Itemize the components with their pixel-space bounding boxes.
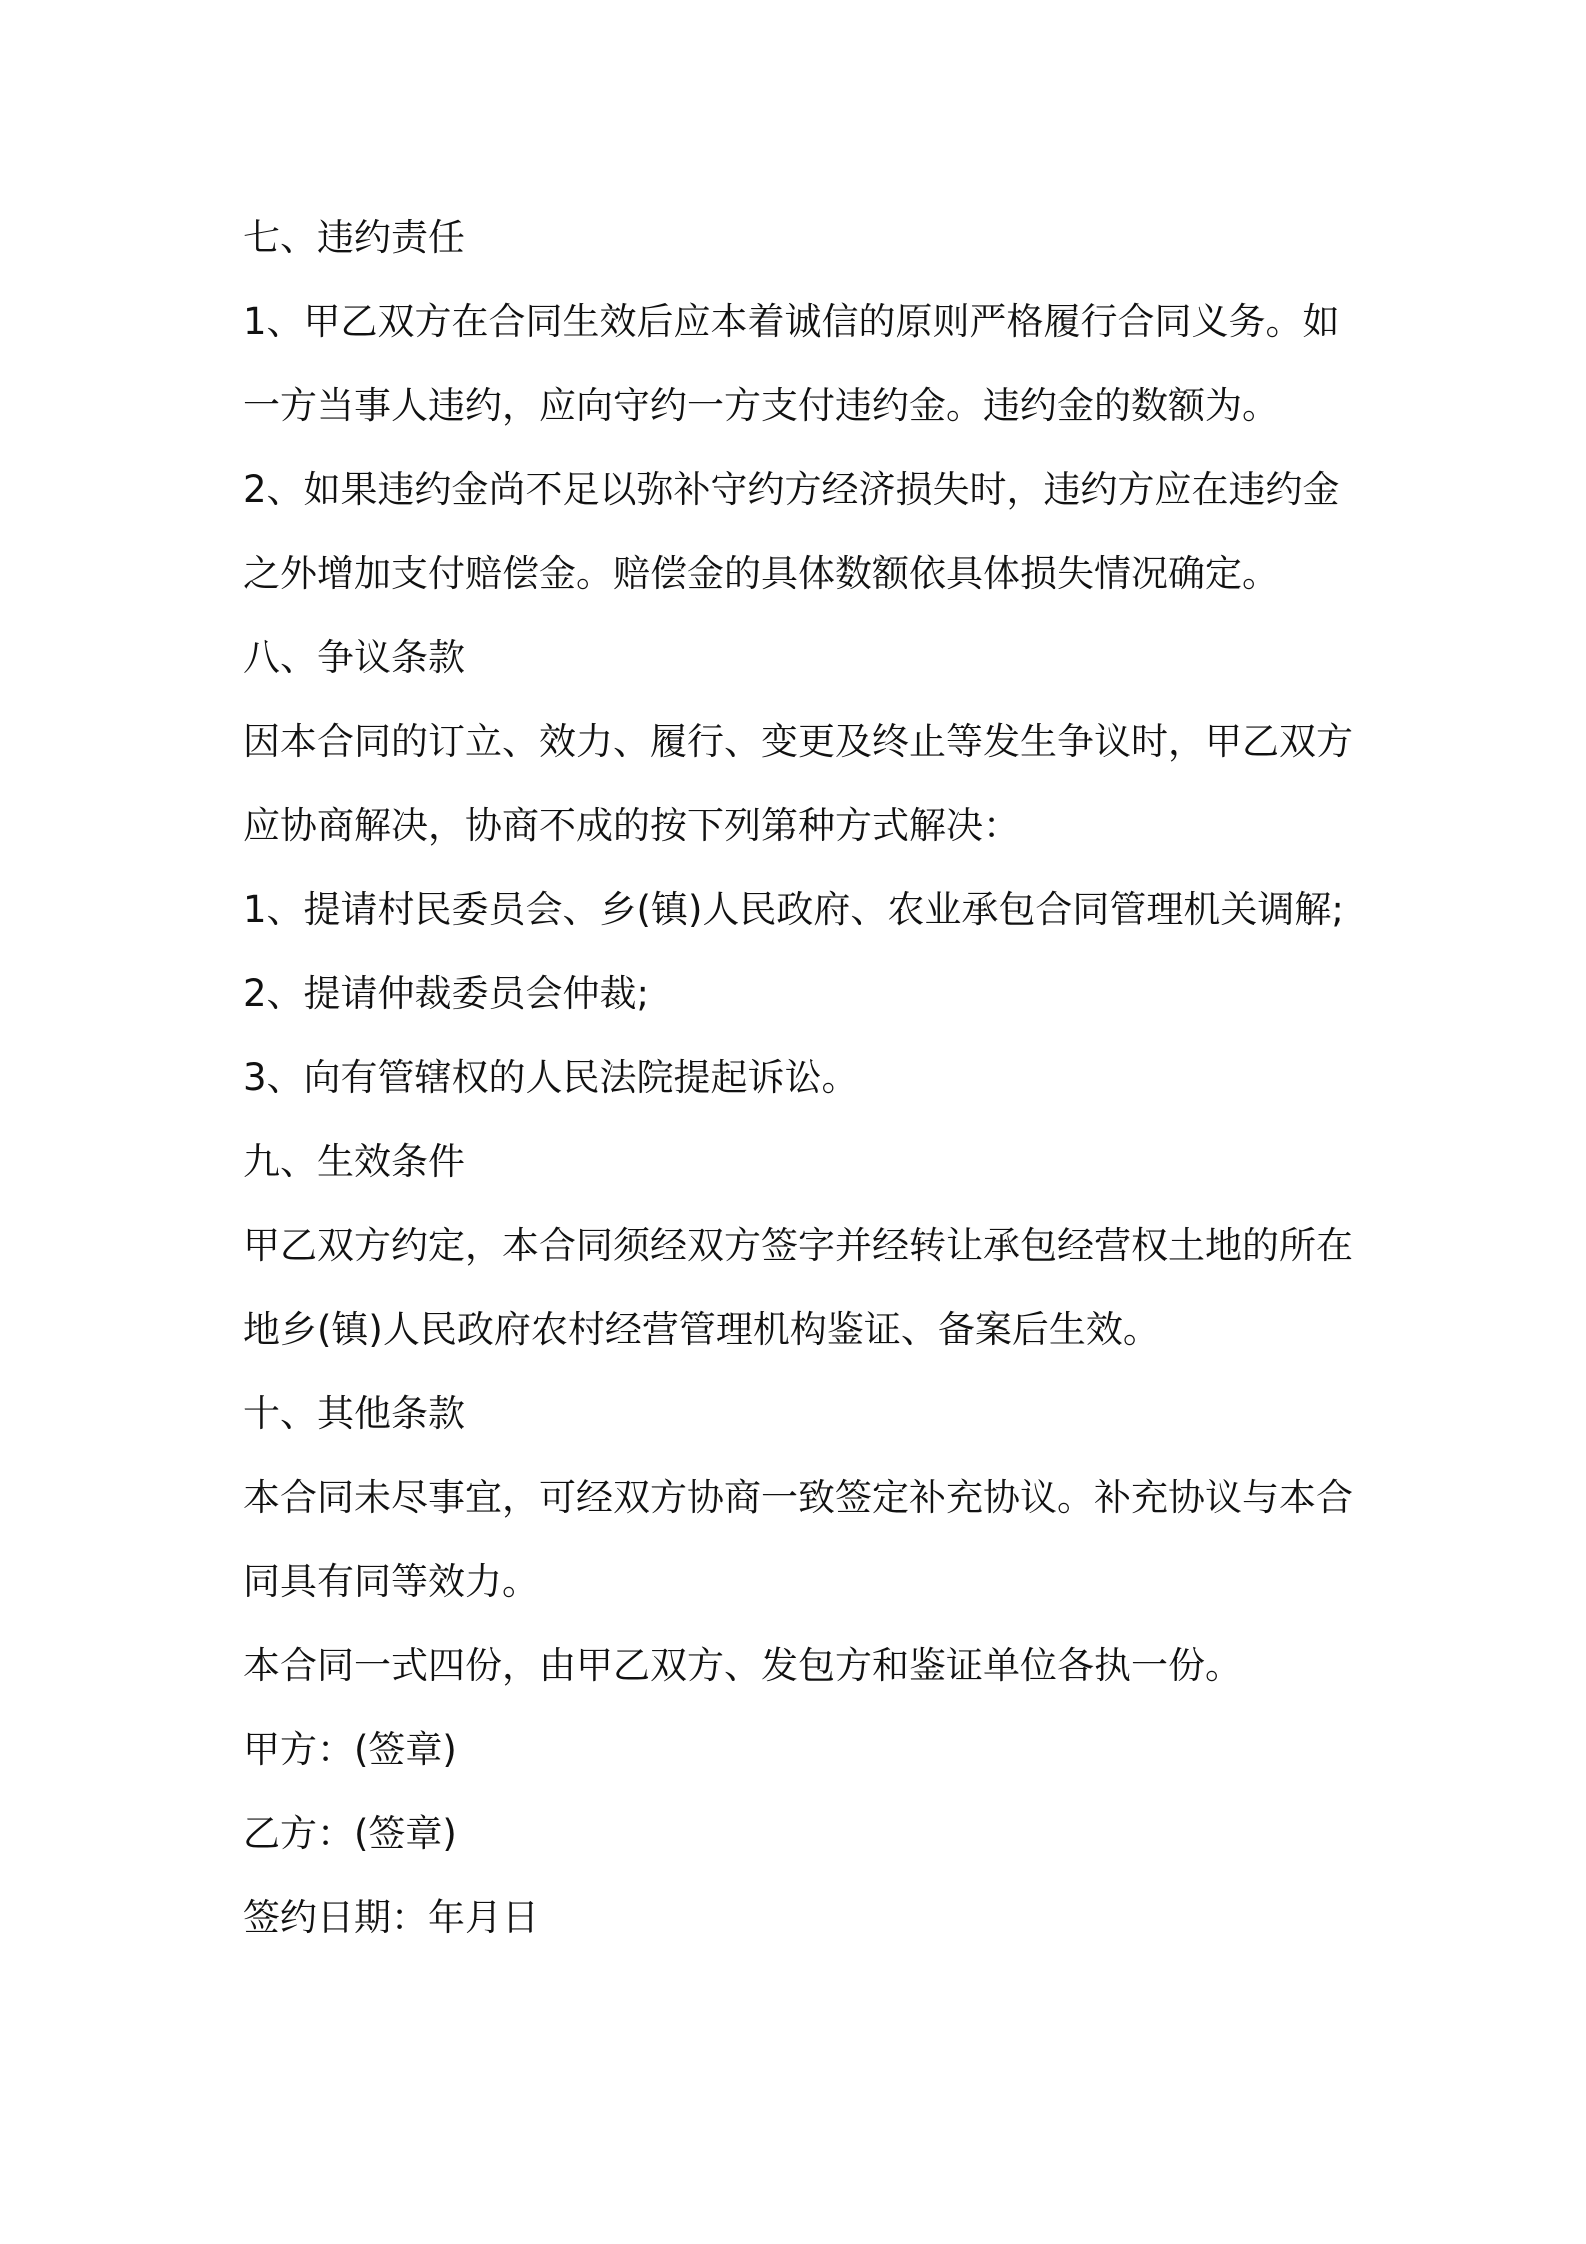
paragraph-line: 本合同未尽事宜，可经双方协商一致签定补充协议。补充协议与本合 (243, 1476, 1353, 1519)
paragraph-line: 2、如果违约金尚不足以弥补守约方经济损失时，违约方应在违约金 (243, 468, 1340, 511)
list-item: 1、提请村民委员会、乡(镇)人民政府、农业承包合同管理机关调解; (243, 888, 1344, 931)
signature-line-party-a: 甲方：(签章) (243, 1728, 457, 1771)
section-heading-dispute-clause: 八、争议条款 (243, 636, 465, 679)
list-item: 3、向有管辖权的人民法院提起诉讼。 (243, 1056, 859, 1099)
paragraph-line: 应协商解决，协商不成的按下列第种方式解决： (243, 804, 1020, 847)
paragraph-line: 1、甲乙双方在合同生效后应本着诚信的原则严格履行合同义务。如 (243, 300, 1340, 343)
paragraph-line: 同具有同等效力。 (243, 1560, 539, 1603)
section-heading-effective-conditions: 九、生效条件 (243, 1140, 465, 1183)
paragraph-line: 一方当事人违约，应向守约一方支付违约金。违约金的数额为。 (243, 384, 1279, 427)
paragraph-line: 因本合同的订立、效力、履行、变更及终止等发生争议时，甲乙双方 (243, 720, 1353, 763)
section-heading-breach-liability: 七、违约责任 (243, 216, 465, 259)
paragraph-line: 地乡(镇)人民政府农村经营管理机构鉴证、备案后生效。 (243, 1308, 1160, 1351)
paragraph-line: 甲乙双方约定，本合同须经双方签字并经转让承包经营权土地的所在 (243, 1224, 1353, 1267)
document-body (243, 196, 1355, 1960)
signing-date-line: 签约日期：年月日 (243, 1896, 539, 1939)
section-heading-other-terms: 十、其他条款 (243, 1392, 465, 1435)
paragraph-line: 之外增加支付赔偿金。赔偿金的具体数额依具体损失情况确定。 (243, 552, 1279, 595)
signature-line-party-b: 乙方：(签章) (243, 1812, 457, 1855)
paragraph-line: 本合同一式四份，由甲乙双方、发包方和鉴证单位各执一份。 (243, 1644, 1242, 1687)
list-item: 2、提请仲裁委员会仲裁; (243, 972, 650, 1015)
